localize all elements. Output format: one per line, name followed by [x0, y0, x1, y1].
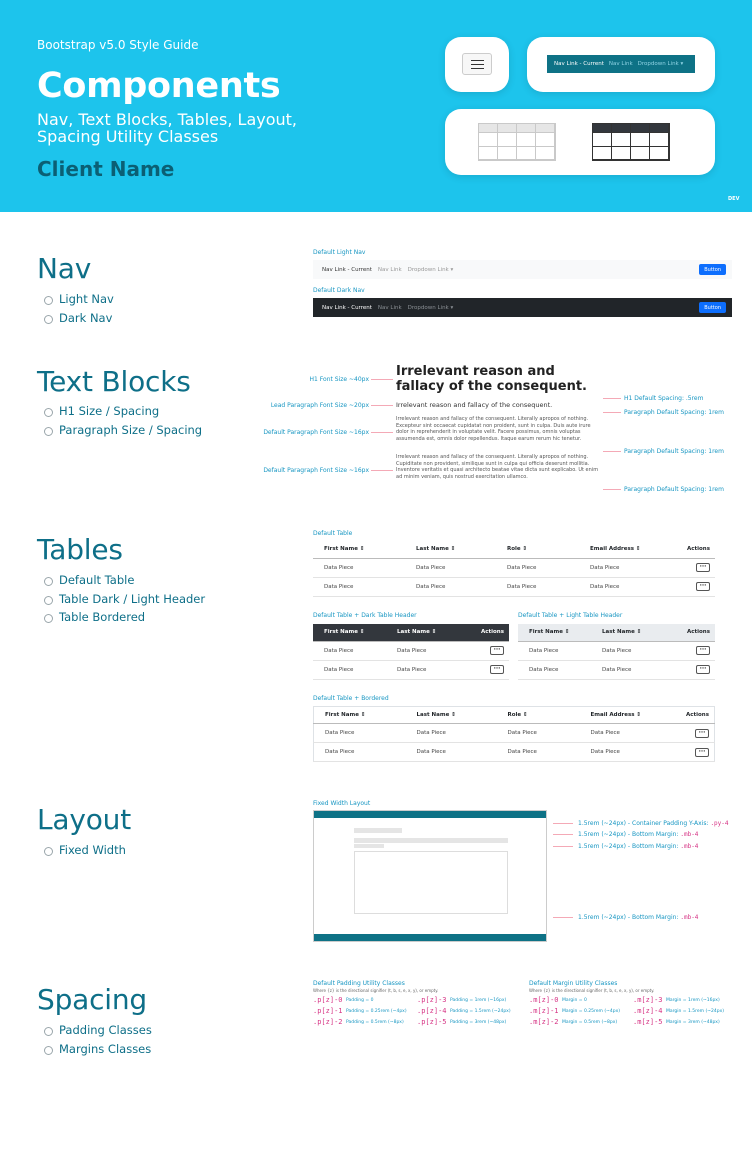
sample-paragraph-2: Irrelevant reason and fallacy of the consequent. Literally apropos of nothing. Cupiditate non provident, similique sunt in culpa qui officia deserunt mollitia. Inventore veritatis et quasi architecto beatae vitae dicta sunt explicabo. Ut enim ad minim veniam, quis nostrud exercitation ullamco.	[396, 454, 599, 481]
col-header[interactable]: Last Name ⇕	[386, 624, 459, 641]
annotation-line	[371, 379, 393, 380]
layout-note: 1.5rem (~24px) - Bottom Margin: .mb-4	[578, 914, 699, 921]
padding-classes-subtitle: Where {z} is the directional signifier (t, b, s, e, x, y), or empty.	[313, 988, 439, 993]
tables-section-title: Tables	[37, 533, 123, 566]
text-blocks-section-title: Text Blocks	[37, 365, 191, 398]
table-cell: Data Piece	[579, 558, 672, 577]
table-cell: Data Piece	[591, 660, 664, 679]
padding-class-desc: Padding = 1rem (~16px)	[450, 998, 507, 1003]
table-cell: Data Piece	[580, 743, 672, 762]
nav-section-list	[44, 292, 114, 329]
annotation-line	[603, 398, 621, 399]
paragraph-spacing-note: Paragraph Default Spacing: 1rem	[624, 448, 724, 455]
margin-class-code: .m[z]-1	[529, 1007, 559, 1015]
annotation-line	[371, 432, 393, 433]
spacing-section-title: Spacing	[37, 983, 147, 1016]
col-header: Actions	[672, 707, 715, 724]
nav-link[interactable]: Nav Link	[377, 266, 402, 273]
table-row	[313, 660, 509, 679]
list-item: Dark Nav	[44, 311, 114, 330]
sample-lead: Irrelevant reason and fallacy of the consequent.	[396, 401, 553, 409]
padding-class-code: .p[z]-4	[417, 1007, 447, 1015]
table-row	[313, 641, 509, 660]
more-actions-icon[interactable]: ···	[490, 646, 504, 655]
dark-navbar	[313, 298, 732, 317]
dark-nav-label: Default Dark Nav	[313, 287, 365, 294]
col-header: Actions	[459, 624, 509, 641]
annotation-line	[603, 451, 621, 452]
layout-content-block	[354, 838, 508, 843]
layout-note: 1.5rem (~24px) - Container Padding Y-Axis: .py-4	[578, 820, 729, 827]
mini-nav-bar	[547, 55, 695, 73]
table-cell: Data Piece	[579, 577, 672, 596]
margin-classes-subtitle: Where {z} is the directional signifier (t, b, s, e, x, y), or empty.	[529, 988, 655, 993]
col-header[interactable]: First Name ⇕	[518, 624, 591, 641]
mini-nav-current: Nav Link - Current	[554, 61, 604, 67]
light-nav-label: Default Light Nav	[313, 249, 366, 256]
annotation-line	[553, 823, 573, 824]
layout-section-title: Layout	[37, 803, 131, 836]
table-cell: Data Piece	[314, 743, 406, 762]
layout-header-bar	[314, 811, 546, 818]
light-header-table-label: Default Table + Light Table Header	[518, 612, 623, 619]
sample-paragraph-1: Irrelevant reason and fallacy of the consequent. Literally apropos of nothing. Excepteur sint occaecat cupidatat non proident, sunt in culpa. Duis aute irure dolor in reprehenderit in voluptate velit. Facere possimus, omnis voluptas assumenda est, omnis dolor repellendus. Itaque earum rerum hic tenetur.	[396, 416, 591, 443]
nav-link-current[interactable]: Nav Link - Current	[322, 266, 372, 273]
list-item: H1 Size / Spacing	[44, 404, 202, 423]
margin-class-code: .m[z]-2	[529, 1018, 559, 1026]
margin-class-desc: Margin = 0.25rem (~4px)	[562, 1009, 621, 1014]
hero-banner	[0, 0, 752, 212]
table-cell: Data Piece	[405, 577, 496, 596]
layout-note: 1.5rem (~24px) - Bottom Margin: .mb-4	[578, 831, 699, 838]
margin-class-desc: Margin = 0.5rem (~8px)	[562, 1020, 618, 1025]
table-row	[313, 577, 715, 596]
layout-content-box	[354, 851, 508, 914]
table-row	[314, 743, 715, 762]
client-name: Client Name	[37, 157, 175, 181]
list-item: Fixed Width	[44, 843, 126, 862]
h1-spacing-note: H1 Default Spacing: .5rem	[624, 395, 704, 402]
page-title: Components	[37, 66, 281, 106]
margin-class-code: .m[z]-5	[633, 1018, 663, 1026]
layout-note-code: .mb-4	[680, 831, 699, 838]
layout-content-block	[354, 844, 384, 848]
table-cell: Data Piece	[580, 724, 672, 743]
hero-description: Nav, Text Blocks, Tables, Layout, Spacing Utility Classes	[37, 110, 297, 146]
list-item: Table Dark / Light Header	[44, 592, 205, 611]
padding-classes-title: Default Padding Utility Classes	[313, 980, 405, 987]
annotation-line	[603, 489, 621, 490]
table-cell: Data Piece	[405, 558, 496, 577]
table-cell: Data Piece	[313, 660, 386, 679]
col-header[interactable]: Role ⇕	[497, 707, 580, 724]
paragraph-spacing-note: Paragraph Default Spacing: 1rem	[624, 409, 724, 416]
nav-button[interactable]: Button	[699, 264, 726, 275]
margin-class-desc: Margin = 1.5rem (~24px)	[666, 1009, 725, 1014]
col-header[interactable]: Last Name ⇕	[406, 707, 497, 724]
light-navbar	[313, 260, 732, 279]
nav-section-title: Nav	[37, 252, 92, 285]
dark-header-table	[313, 624, 509, 680]
nav-dropdown-link[interactable]: Dropdown Link ▾	[407, 304, 454, 311]
h1-size-note: H1 Font Size ~40px	[309, 376, 369, 383]
more-actions-icon[interactable]: ···	[696, 665, 710, 674]
annotation-line	[553, 834, 573, 835]
col-header[interactable]: Role ⇕	[496, 541, 579, 558]
hamburger-preview-card	[445, 37, 509, 92]
table-cell: Data Piece	[518, 660, 591, 679]
nav-link-current[interactable]: Nav Link - Current	[322, 304, 372, 311]
annotation-line	[553, 846, 573, 847]
margin-class-desc: Margin = 1rem (~16px)	[666, 998, 720, 1003]
annotation-line	[603, 412, 621, 413]
table-cell: Data Piece	[497, 743, 580, 762]
table-cell: Data Piece	[406, 743, 497, 762]
hero-subtitle: Bootstrap v5.0 Style Guide	[37, 38, 199, 52]
col-header[interactable]: Last Name ⇕	[405, 541, 496, 558]
col-header[interactable]: Last Name ⇕	[591, 624, 664, 641]
fixed-width-layout-diagram	[313, 810, 547, 942]
padding-class-code: .p[z]-1	[313, 1007, 343, 1015]
list-item: Margins Classes	[44, 1042, 152, 1061]
mini-light-table-icon	[478, 123, 556, 161]
margin-class-code: .m[z]-0	[529, 996, 559, 1004]
mini-nav-link: Nav Link	[608, 61, 633, 67]
col-header[interactable]: Email Address ⇕	[580, 707, 672, 724]
default-table	[313, 541, 715, 597]
table-row	[518, 641, 715, 660]
margin-classes-title: Default Margin Utility Classes	[529, 980, 618, 987]
table-cell: Data Piece	[386, 660, 459, 679]
table-cell: Data Piece	[386, 641, 459, 660]
tables-preview-card	[445, 109, 715, 175]
lead-size-note: Lead Paragraph Font Size ~20px	[270, 402, 369, 409]
annotation-line	[553, 917, 573, 918]
table-row	[518, 660, 715, 679]
list-item: Paragraph Size / Spacing	[44, 423, 202, 442]
table-cell: Data Piece	[313, 558, 405, 577]
nav-dropdown-link[interactable]: Dropdown Link ▾	[407, 266, 454, 273]
layout-note-code: .py-4	[710, 820, 729, 827]
table-cell: Data Piece	[313, 641, 386, 660]
padding-class-desc: Padding = 0	[346, 998, 374, 1003]
layout-note: 1.5rem (~24px) - Bottom Margin: .mb-4	[578, 843, 699, 850]
list-item: Default Table	[44, 573, 205, 592]
padding-class-code: .p[z]-0	[313, 996, 343, 1004]
annotation-line	[371, 470, 393, 471]
col-header: Actions	[672, 541, 715, 558]
annotation-line	[371, 405, 393, 406]
more-actions-icon[interactable]: ···	[490, 665, 504, 674]
padding-class-desc: Padding = 3rem (~48px)	[450, 1020, 507, 1025]
more-actions-icon[interactable]: ···	[695, 729, 709, 738]
col-header: Actions	[664, 624, 715, 641]
nav-link[interactable]: Nav Link	[377, 304, 402, 311]
list-item: Padding Classes	[44, 1023, 152, 1042]
table-row	[313, 558, 715, 577]
mini-nav-dropdown: Dropdown Link ▾	[637, 61, 684, 67]
dev-logo: DEV	[728, 196, 740, 202]
col-header[interactable]: First Name ⇕	[314, 707, 406, 724]
table-cell: Data Piece	[496, 577, 579, 596]
table-cell: Data Piece	[497, 724, 580, 743]
table-cell: Data Piece	[313, 577, 405, 596]
padding-class-code: .p[z]-2	[313, 1018, 343, 1026]
dark-header-table-label: Default Table + Dark Table Header	[313, 612, 417, 619]
table-cell: Data Piece	[591, 641, 664, 660]
more-actions-icon[interactable]: ···	[696, 582, 710, 591]
nav-button[interactable]: Button	[699, 302, 726, 313]
tables-list	[44, 573, 205, 629]
list-item: Light Nav	[44, 292, 114, 311]
layout-note-code: .mb-4	[680, 843, 699, 850]
layout-note-code: .mb-4	[680, 914, 699, 921]
col-header[interactable]: First Name ⇕	[313, 541, 405, 558]
text-blocks-list	[44, 404, 202, 441]
spacing-list	[44, 1023, 152, 1060]
more-actions-icon[interactable]: ···	[696, 646, 710, 655]
padding-class-desc: Padding = 0.25rem (~4px)	[346, 1009, 407, 1014]
padding-class-desc: Padding = 1.5rem (~24px)	[450, 1009, 511, 1014]
nav-preview-card	[527, 37, 715, 92]
bordered-table	[313, 706, 715, 762]
padding-class-desc: Padding = 0.5rem (~8px)	[346, 1020, 404, 1025]
padding-class-code: .p[z]-3	[417, 996, 447, 1004]
margin-class-desc: Margin = 3rem (~48px)	[666, 1020, 720, 1025]
mini-dark-table-icon	[592, 123, 670, 161]
paragraph-size-note: Default Paragraph Font Size ~16px	[263, 467, 369, 474]
paragraph-spacing-note: Paragraph Default Spacing: 1rem	[624, 486, 724, 493]
layout-title-block	[354, 828, 402, 833]
padding-class-code: .p[z]-5	[417, 1018, 447, 1026]
hamburger-menu-icon	[462, 53, 492, 75]
default-table-label: Default Table	[313, 530, 353, 537]
margin-class-code: .m[z]-3	[633, 996, 663, 1004]
table-row	[314, 724, 715, 743]
table-cell: Data Piece	[406, 724, 497, 743]
bordered-table-label: Default Table + Bordered	[313, 695, 389, 702]
paragraph-size-note: Default Paragraph Font Size ~16px	[263, 429, 369, 436]
table-cell: Data Piece	[496, 558, 579, 577]
fixed-width-layout-label: Fixed Width Layout	[313, 800, 371, 807]
col-header[interactable]: Email Address ⇕	[579, 541, 672, 558]
light-header-table	[518, 624, 715, 680]
more-actions-icon[interactable]: ···	[695, 748, 709, 757]
margin-class-desc: Margin = 0	[562, 998, 587, 1003]
table-cell: Data Piece	[518, 641, 591, 660]
margin-class-code: .m[z]-4	[633, 1007, 663, 1015]
list-item: Table Bordered	[44, 610, 205, 629]
sample-h1: Irrelevant reason and fallacy of the consequent.	[396, 364, 587, 394]
more-actions-icon[interactable]: ···	[696, 563, 710, 572]
table-cell: Data Piece	[314, 724, 406, 743]
layout-list	[44, 843, 126, 862]
col-header[interactable]: First Name ⇕	[313, 624, 386, 641]
layout-footer-bar	[314, 934, 546, 941]
